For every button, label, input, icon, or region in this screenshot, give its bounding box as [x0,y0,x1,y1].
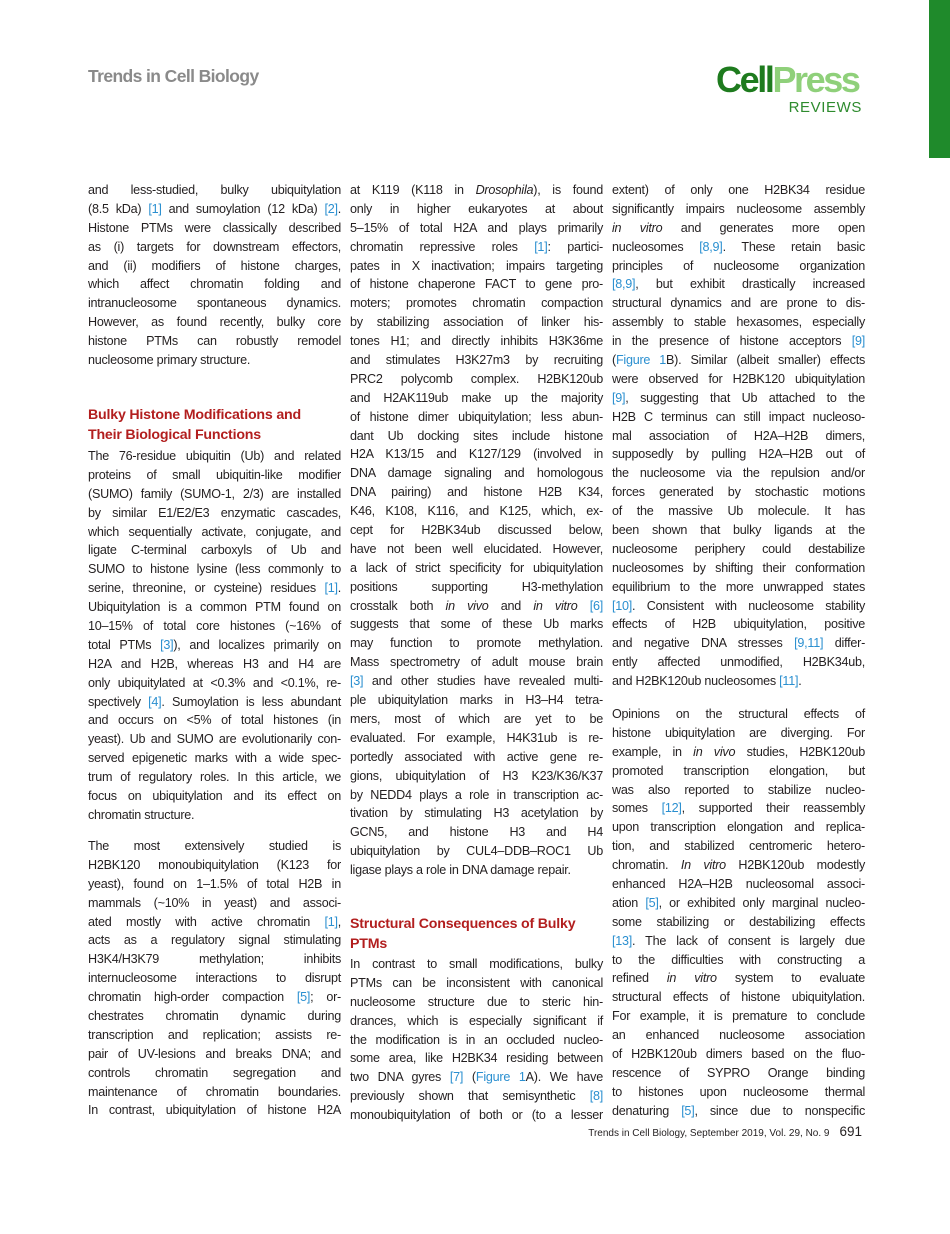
cellpress-logo [716,59,864,122]
text-line: In contrast to small modifications, bulky [350,957,603,971]
text-line: transcription and replication; assists re- [88,1027,341,1042]
text-line: monoubiquitylation of both or (to a lesser [350,1108,603,1123]
text-line: yeast), found on 1–1.5% of total H2B in [88,876,341,891]
text-line: some stabilizing or destabilizing effects [612,914,865,929]
journal-title: Trends in Cell Biology [88,66,259,86]
text-line: upon transcription elongation and replica- [612,820,865,835]
text-line: K46, K108, K116, and K125, which, ex- [350,504,603,519]
section-tab-marker [929,0,950,158]
text-line: somes [12], supported their reassembly [612,801,865,816]
text-line: forces generated by stochastic motions [612,485,865,500]
text-line: as (i) targets for downstream effectors, [88,239,341,254]
text-line: promoted transcription elongation, but [612,763,865,778]
text-line: [9], suggesting that Ub attached to the [612,390,865,405]
paragraph [88,447,341,825]
text-line: denaturing [5], since due to nonspecific [612,1103,865,1118]
text-line: two DNA gyres [7] (Figure 1A). We have [350,1070,603,1085]
text-line: nucleosome structure due to steric hin- [350,994,603,1009]
logo-cell: Cell [716,59,773,100]
text-line: in vitro and generates more open [612,220,865,235]
text-line: internucleosome interactions to disrupt [88,971,341,986]
text-line: (8.5 kDa) [1] and sumoylation (12 kDa) [2]. [88,201,341,216]
text-line: ently affected unmodified, H2BK34ub, [612,655,865,670]
text-line: by similar E1/E2/E3 enzymatic cascades, [88,505,341,520]
text-line: H3K4/H3K79 methylation; inhibits [88,952,341,967]
paragraph [350,181,603,880]
text-line: the modification is in an occluded nucleo- [350,1032,603,1047]
text-line: PTMs can be inconsistent with canonical [350,975,603,990]
text-line: rescence of SYPRO Orange binding [612,1065,865,1080]
text-line: yeast). Ub and SUMO are evolutionarily con- [88,732,341,747]
text-line: mammals (~10% in yeast) and associ- [88,895,341,910]
text-line: H2A K13/15 and K127/129 (involved in [350,447,603,462]
text-line: have not been well elucidated. However, [350,541,603,556]
text-line: chromatin. In vitro H2BK120ub modestly [612,858,866,873]
text-line: effects of H2B ubiquitylation, positive [612,617,865,632]
heading-line: Structural Consequences of Bulky [350,916,576,932]
text-line: mers, most of which are yet to be [350,711,603,726]
text-line: In contrast, ubiquitylation of histone H2A [88,1103,341,1118]
text-line: chromatin repressive roles [1]: partici- [350,239,603,254]
text-line: the nucleosome via the repulsion and/or [612,466,865,481]
section-heading [350,915,610,954]
paragraph [350,955,603,1125]
text-line: to histones upon nucleosome thermal [612,1084,865,1099]
text-line: chromatin structure. [88,807,195,822]
heading-line: Bulky Histone Modifications and [88,407,301,423]
text-line: and H2AK119ub make up the majority [350,390,603,405]
text-line: principles of nucleosome organization [612,258,865,273]
text-line: which affect chromatin folding and [88,277,341,292]
text-line: tivation by stimulating H3 acetylation by [350,806,603,821]
logo-reviews: REVIEWS [788,99,862,116]
text-line: [10]. Consistent with nucleosome stability [612,598,865,613]
text-line: suggests that some of these Ub marks [350,617,603,632]
text-line: evaluated. For example, H4K31ub is re- [350,730,603,745]
text-line: DNA damage signaling and homologous [350,466,603,481]
text-line: Histone PTMs were classically described [88,220,341,235]
text-line: chestrates chromatin dynamic during [88,1009,341,1024]
text-line: ligate C-terminal carboxyls of Ub and [88,543,341,558]
text-line: total PTMs [3]), and localizes primarily on [88,637,341,652]
text-line: extent) of only one H2BK34 residue [612,183,865,197]
text-line: previously shown that semisynthetic [8] [350,1089,603,1104]
text-line: H2A and H2B, whereas H3 and H4 are [88,656,341,671]
text-line: Ubiquitylation is a common PTM found on [88,600,341,615]
page-number: 691 [839,1124,862,1139]
text-line: spectively [4]. Sumoylation is less abundant [88,694,341,709]
text-line: 10–15% of total core histones (~16% of [88,619,341,634]
text-line: cept for H2BK34ub discussed below, [350,523,603,538]
text-line: DNA pairing) and histone H2B K34, [350,485,603,500]
text-line: and less-studied, bulky ubiquitylation [88,183,341,197]
text-line: For example, it is premature to conclude [612,1009,865,1024]
heading-line: PTMs [350,935,388,952]
text-line: SUMO to histone lysine (less commonly to [88,562,341,577]
text-line: ligase plays a role in DNA damage repair. [350,863,571,878]
text-line: significantly impairs nucleosome assembly [612,201,865,216]
text-line: (SUMO) family (SUMO-1, 2/3) are installed [88,486,341,501]
text-line: nucleosomes by shifting their conformation [612,560,865,575]
logo-press: Press [772,59,859,100]
text-line: an enhanced nucleosome association [612,1028,865,1043]
text-line: focus on ubiquitylation and its effect on [88,789,341,804]
text-line: Opinions on the structural effects of [612,707,865,721]
text-line: maintenance of chromatin boundaries. [88,1084,341,1099]
footer-citation: Trends in Cell Biology, September 2019, Vol. 29, No. 9 [588,1128,830,1139]
text-line: nucleosome periphery could destabilize [612,541,865,556]
text-line: (Figure 1B). Similar (albeit smaller) effects [612,353,865,368]
text-line: proteins of small ubiquitin-like modifier [88,467,341,482]
heading-line: Their Biological Functions [88,426,261,443]
text-line: refined in vitro system to evaluate [612,971,865,986]
text-line: [13]. The lack of consent is largely due [612,933,865,948]
text-line: only ubiquitylated at <0.3% and <0.1%, re- [88,675,341,690]
text-line: structural dynamics and are prone to dis- [612,296,865,311]
text-line: by stabilizing association of linker his- [350,315,603,330]
text-line: in the presence of histone acceptors [9] [612,334,865,349]
text-line: and (ii) modifiers of histone charges, [88,258,341,273]
text-line: nucleosome primary structure. [88,353,251,368]
text-line: of H2BK120ub dimers based on the fluo- [612,1047,865,1062]
text-line: chromatin high-order compaction [5]; or- [88,990,341,1005]
text-line: [8,9], but exhibit drastically increased [612,277,865,292]
text-line: ated mostly with active chromatin [1], [88,914,341,929]
text-line: may function to promote methylation. [350,636,603,651]
text-line: of the massive Ub molecule. It has [612,504,865,519]
text-line: acts as a regulatory signal stimulating [88,933,341,948]
text-line: PRC2 polycomb complex. H2BK120ub [350,371,603,386]
text-line: positions supporting H3-methylation [350,579,603,594]
text-line: histone PTMs can robustly remodel [88,334,341,349]
text-line: by NEDD4 plays a role in transcription ac- [350,787,603,802]
text-line: The most extensively studied is [88,839,341,853]
text-line: been shown that bulky ligands at the [612,523,865,538]
text-line: of histone dimer ubiquitylation; less abun- [350,409,603,424]
text-line: which sequentially activate, conjugate, and [88,524,341,539]
text-line: ubiquitylation by CUL4–DDB–ROC1 Ub [350,844,603,859]
text-line: enhanced H2A–H2B nucleosomal associ- [612,877,865,892]
text-line: and stimulates H3K27m3 by recruiting [350,353,603,368]
text-line: structural effects of histone ubiquitylation. [612,990,865,1005]
text-line: at K119 (K118 in Drosophila), is found [350,183,603,197]
paragraph [88,837,341,1120]
text-line: and H2BK120ub nucleosomes [11]. [612,674,802,689]
text-line: nucleosomes [8,9]. These retain basic [612,239,865,254]
text-line: drances, which is especially significant if [350,1013,603,1028]
text-line: GCN5, and histone H3 and H4 [350,825,603,840]
text-line: of histone chaperone FACT to gene pro- [350,277,603,292]
text-line: controls chromatin segregation and [88,1065,341,1080]
text-line: and negative DNA stresses [9,11] differ- [612,636,866,651]
text-line: dant Ub docking sites include histone [350,428,603,443]
text-line: However, as found recently, bulky core [88,315,341,330]
text-line: only in higher eukaryotes at about [350,201,603,216]
text-line: assembly to stable hexasomes, especially [612,315,865,330]
text-line: equilibrium to the more unwrapped states [612,579,865,594]
text-line: H2B C terminus can still impact nucleoso- [612,409,865,424]
text-line: intranucleosome spontaneous dynamics. [88,296,341,311]
text-line: tion, and stabilized centromeric hetero- [612,839,865,854]
text-line: pair of UV-lesions and breaks DNA; and [88,1046,341,1061]
text-line: tones H1; and directly inhibits H3K36me [350,334,603,349]
text-line: some area, like H2BK34 residing between [350,1051,603,1066]
text-line: portedly associated with active gene re- [350,749,603,764]
text-line: histone ubiquitylation are diverging. For [612,725,865,740]
text-line: Mass spectrometry of adult mouse brain [350,655,603,670]
paragraph [612,181,865,691]
text-line: ation [5], or exhibited only marginal nucleo- [612,895,865,910]
text-line: serine, threonine, or cysteine) residues [1]. [88,581,341,596]
paragraph [88,181,341,370]
text-line: ple ubiquitylation marks in H3–H4 tetra- [350,693,603,708]
text-line: crosstalk both in vivo and in vitro [6] [350,598,603,613]
text-line: H2BK120 monoubiquitylation (K123 for [88,857,341,872]
text-line: 5–15% of total H2A and plays primarily [350,220,603,235]
text-line: [3] and other studies have revealed multi- [350,674,603,689]
text-line: pates in X inactivation; impairs targeting [350,258,603,273]
text-line: was also reported to stabilize nucleo- [612,782,865,797]
text-line: were observed for H2BK120 ubiquitylation [612,371,865,386]
text-line: trum of regulatory roles. In this article, we [88,770,341,785]
text-line: gions, ubiquitylation of H3 K23/K36/K37 [350,768,603,783]
text-line: a lack of strict specificity for ubiquitylation [350,560,603,575]
text-line: supposedly by pulling H2A–H2B out of [612,447,865,462]
text-line: mal association of H2A–H2B dimers, [612,428,865,443]
text-line: to the difficulties with constructing a [612,952,865,967]
text-line: example, in in vivo studies, H2BK120ub [612,744,865,759]
page-footer [560,1124,862,1139]
text-line: served epigenetic marks with a wide spec- [88,751,341,766]
section-heading [88,406,348,445]
paragraph [612,705,865,1121]
text-line: moters; promotes chromatin compaction [350,296,603,311]
text-line: The 76-residue ubiquitin (Ub) and related [88,449,341,463]
text-line: and occurs on <5% of total histones (in [88,713,341,728]
